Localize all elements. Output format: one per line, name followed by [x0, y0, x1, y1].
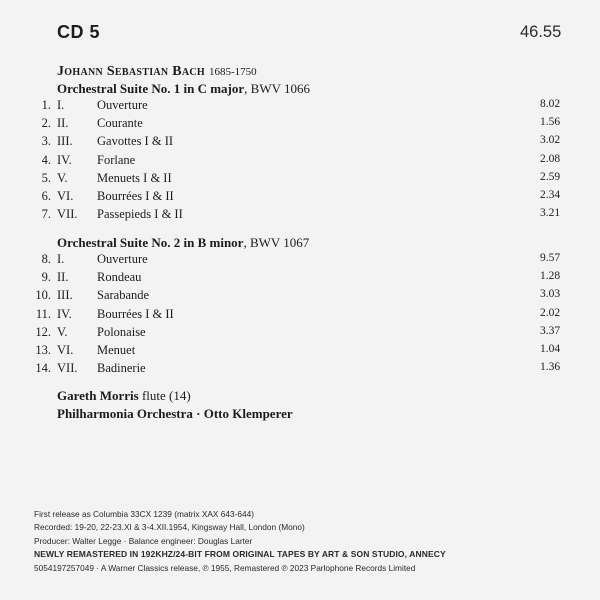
track-number: 4.: [41, 152, 51, 167]
movement-title: Ouverture: [97, 98, 148, 112]
track-number: 2.: [41, 116, 51, 131]
movement-title: Ouverture: [97, 252, 148, 266]
ensemble-credit: [57, 406, 293, 422]
movement-title: Polonaise: [97, 324, 146, 339]
track-row: [0, 252, 600, 269]
track-duration: 8.02: [540, 98, 561, 110]
composer-name: Johann Sebastian Bach: [57, 64, 205, 79]
first-release-note: First release as Columbia 33CX 1239 (matrix XAX 643-644): [34, 509, 254, 519]
movement-number: VII.: [57, 207, 78, 222]
track-number: 1.: [41, 98, 51, 112]
remaster-note: NEWLY REMASTERED IN 192KHZ/24-BIT FROM ORIGINAL TAPES BY ART & SON STUDIO, ANNECY: [34, 549, 446, 560]
work-title-text: Orchestral Suite No. 1 in C major: [57, 81, 245, 96]
track-duration: 1.56: [540, 116, 561, 129]
composer-years: 1685-1750: [209, 66, 257, 78]
track-duration: 3.03: [540, 288, 561, 301]
movement-number: IV.: [57, 152, 72, 167]
track-number: 9.: [41, 270, 51, 285]
recorded-note: Recorded: 19-20, 22-23.XI & 3-4.XII.1954, Kingsway Hall, London (Mono): [34, 522, 305, 533]
track-row: [0, 189, 600, 206]
movement-number: IV.: [57, 306, 72, 321]
producer-note: Producer: Walter Legge · Balance engineer: Douglas Larter: [34, 535, 253, 546]
movement-title: Courante: [97, 116, 143, 131]
track-duration: 3.02: [540, 134, 561, 147]
track-row: [0, 134, 600, 151]
work-title-text: Orchestral Suite No. 2 in B minor: [57, 235, 244, 250]
movement-number: I.: [57, 98, 65, 112]
work-catalogue: , BWV 1066: [244, 81, 311, 96]
track-duration: 1.28: [540, 270, 561, 283]
track-row: [0, 116, 600, 133]
copyright-note: 5054197257049 · A Warner Classics release, ℗ 1955, Remastered ℗ 2023 Parlophone Records Limited: [34, 562, 416, 573]
track-row: [0, 171, 600, 188]
composer-heading: [57, 63, 257, 80]
track-number: 8.: [41, 252, 51, 266]
track-duration: 2.59: [540, 170, 561, 183]
recording-notes: [34, 508, 446, 575]
track-duration: 9.57: [540, 252, 561, 264]
movement-title: Menuet: [97, 343, 136, 357]
movement-title: Bourrées I & II: [97, 306, 174, 321]
cd-label: CD 5: [57, 22, 101, 42]
movement-number: VII.: [57, 361, 78, 376]
movement-title: Badinerie: [97, 361, 146, 376]
movement-number: II.: [57, 270, 69, 285]
soloist-name: Gareth Morris: [57, 388, 139, 403]
track-duration: 3.21: [540, 207, 561, 220]
movement-title: Forlane: [97, 152, 136, 167]
track-number: 14.: [35, 361, 51, 376]
track-number: 7.: [41, 207, 51, 222]
movement-title: Bourrées I & II: [97, 189, 174, 203]
soloist-credit: [57, 388, 191, 404]
track-row: [0, 153, 600, 170]
movement-number: VI.: [57, 189, 74, 203]
total-duration: 46.55: [520, 23, 562, 41]
track-duration: 2.34: [540, 189, 561, 201]
track-number: 5.: [41, 170, 51, 185]
movement-number: III.: [57, 288, 73, 303]
movement-title: Gavottes I & II: [97, 134, 174, 149]
track-number: 12.: [35, 324, 51, 339]
track-row: [0, 343, 600, 360]
track-number: 3.: [41, 134, 51, 149]
track-row: [0, 98, 600, 115]
track-duration: 3.37: [540, 324, 561, 337]
track-duration: 1.04: [540, 343, 561, 355]
movement-title: Menuets I & II: [97, 170, 172, 185]
movement-title: Passepieds I & II: [97, 207, 183, 222]
soloist-role: flute (14): [138, 388, 191, 403]
track-duration: 2.08: [540, 152, 561, 165]
movement-number: I.: [57, 252, 65, 266]
track-number: 11.: [35, 306, 51, 321]
movement-number: V.: [57, 170, 68, 185]
track-row: [0, 361, 600, 378]
track-row: [0, 325, 600, 342]
movement-title: Rondeau: [97, 270, 142, 285]
track-duration: 2.02: [540, 306, 561, 319]
track-number: 6.: [41, 189, 51, 203]
track-row: [0, 288, 600, 305]
track-row: [0, 270, 600, 287]
work-catalogue: , BWV 1067: [243, 235, 310, 250]
movement-title: Sarabande: [97, 288, 150, 303]
ensemble-name: Philharmonia Orchestra · Otto Klemperer: [57, 406, 293, 421]
movement-number: V.: [57, 324, 68, 339]
track-number: 13.: [35, 343, 51, 357]
work-title-suite-2: [57, 235, 309, 251]
movement-number: VI.: [57, 343, 74, 357]
track-duration: 1.36: [540, 361, 561, 374]
work-title-suite-1: [57, 81, 310, 97]
movement-number: II.: [57, 116, 69, 131]
track-row: [0, 207, 600, 224]
track-row: [0, 307, 600, 324]
movement-number: III.: [57, 134, 73, 149]
track-number: 10.: [35, 288, 51, 303]
